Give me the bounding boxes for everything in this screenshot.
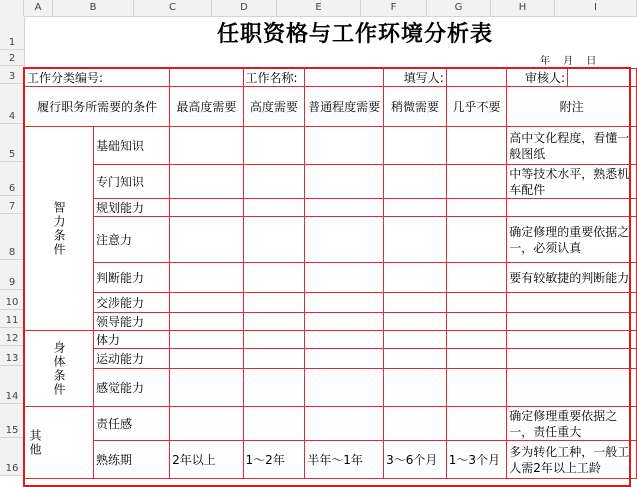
cell[interactable]	[446, 127, 506, 165]
proficiency-none[interactable]: 1～3个月	[446, 441, 506, 479]
cell[interactable]	[170, 407, 243, 441]
item-note[interactable]: 确定修理重要依据之一，责任重大	[507, 407, 637, 441]
cell[interactable]	[446, 407, 506, 441]
cell[interactable]	[305, 313, 384, 331]
cell[interactable]	[305, 407, 384, 441]
column-header-b[interactable]: B	[53, 0, 134, 16]
item-name[interactable]: 运动能力	[94, 349, 170, 369]
cell[interactable]	[305, 127, 384, 165]
cell[interactable]	[384, 127, 447, 165]
column-header-e[interactable]: E	[277, 0, 361, 16]
item-name[interactable]: 基础知识	[94, 127, 170, 165]
cell[interactable]	[243, 369, 305, 407]
cell[interactable]	[243, 127, 305, 165]
column-header-g[interactable]: G	[427, 0, 491, 16]
item-note[interactable]	[507, 369, 637, 407]
cell[interactable]	[446, 217, 506, 263]
row-header-11[interactable]: 11	[0, 310, 24, 328]
cell[interactable]	[446, 263, 506, 293]
analysis-table	[24, 68, 637, 479]
cell[interactable]	[446, 293, 506, 313]
cell[interactable]	[384, 263, 447, 293]
cell[interactable]	[305, 165, 384, 199]
row-header-2[interactable]: 2	[0, 50, 24, 66]
item-name[interactable]: 领导能力	[94, 313, 170, 331]
cell[interactable]	[305, 199, 384, 217]
item-name[interactable]: 交涉能力	[94, 293, 170, 313]
item-note[interactable]: 高中文化程度，看懂一般图纸	[507, 127, 637, 165]
filled-by-label[interactable]: 填写人:	[384, 69, 447, 87]
column-header-d[interactable]: D	[212, 0, 277, 16]
row-header-1[interactable]: 1	[0, 16, 24, 50]
item-name[interactable]: 规划能力	[94, 199, 170, 217]
row-header-5[interactable]: 5	[0, 124, 24, 162]
item-note[interactable]	[507, 199, 637, 217]
row-header-10[interactable]: 10	[0, 290, 24, 310]
cell[interactable]	[384, 199, 447, 217]
cell[interactable]	[170, 217, 243, 263]
cell[interactable]	[170, 293, 243, 313]
column-header-a[interactable]: A	[24, 0, 53, 16]
item-note[interactable]: 中等技术水平，熟悉机车配件	[507, 165, 637, 199]
cell[interactable]	[243, 293, 305, 313]
normal-need-header[interactable]: 普通程度需要	[305, 87, 384, 127]
cell[interactable]	[170, 263, 243, 293]
item-note[interactable]	[507, 331, 637, 349]
proficiency-highest[interactable]: 2年以上	[170, 441, 243, 479]
reviewer-label[interactable]: 审核人:	[507, 69, 568, 87]
no-need-header[interactable]: 几乎不要	[446, 87, 506, 127]
cell[interactable]	[243, 313, 305, 331]
proficiency-normal[interactable]: 半年～1年	[305, 441, 384, 479]
cell[interactable]	[170, 199, 243, 217]
note-header[interactable]: 附注	[507, 87, 637, 127]
item-note[interactable]	[507, 293, 637, 313]
cell[interactable]	[384, 313, 447, 331]
cell[interactable]	[305, 293, 384, 313]
job-name-label[interactable]: 工作名称:	[243, 69, 305, 87]
item-note[interactable]	[507, 313, 637, 331]
row-header-13[interactable]: 13	[0, 346, 24, 366]
item-name[interactable]: 注意力	[94, 217, 170, 263]
cell[interactable]	[446, 199, 506, 217]
cell[interactable]	[384, 407, 447, 441]
cell[interactable]	[170, 313, 243, 331]
cell[interactable]	[384, 369, 447, 407]
cell[interactable]	[384, 293, 447, 313]
cell[interactable]	[170, 165, 243, 199]
highest-need-header[interactable]: 最高度需要	[170, 87, 243, 127]
reviewer-value[interactable]	[568, 69, 637, 87]
proficiency-high[interactable]: 1～2年	[243, 441, 305, 479]
cell[interactable]	[305, 349, 384, 369]
cell[interactable]	[170, 331, 243, 349]
cell[interactable]	[305, 369, 384, 407]
cell[interactable]	[243, 331, 305, 349]
item-note[interactable]	[507, 349, 637, 369]
item-note[interactable]: 要有较敏捷的判断能力	[507, 263, 637, 293]
item-name[interactable]: 判断能力	[94, 263, 170, 293]
item-name[interactable]: 熟练期	[94, 441, 170, 479]
row-header-14[interactable]: 14	[0, 366, 24, 404]
cell[interactable]	[384, 165, 447, 199]
column-header-i[interactable]: I	[555, 0, 637, 16]
sheet-title[interactable]: 任职资格与工作环境分析表	[216, 22, 493, 47]
item-note[interactable]: 确定修理的重要依据之一，必须认真	[507, 217, 637, 263]
conditions-header[interactable]: 履行职务所需要的条件	[25, 87, 170, 127]
job-name-value[interactable]	[305, 69, 384, 87]
row-header-6[interactable]: 6	[0, 162, 24, 196]
item-note[interactable]: 多为转化工种，一般工人需2年以上工龄	[507, 441, 637, 479]
row-header-16[interactable]: 16	[0, 438, 24, 476]
cell[interactable]	[243, 407, 305, 441]
column-header-bar	[0, 0, 637, 17]
high-need-header[interactable]: 高度需要	[243, 87, 305, 127]
slight-need-header[interactable]: 稍微需要	[384, 87, 447, 127]
cell[interactable]	[446, 165, 506, 199]
column-header-h[interactable]: H	[491, 0, 555, 16]
category-code-label[interactable]: 工作分类编号:	[25, 69, 170, 87]
cell[interactable]	[305, 331, 384, 349]
item-name[interactable]: 感觉能力	[94, 369, 170, 407]
cell[interactable]	[305, 263, 384, 293]
row-header-3[interactable]: 3	[0, 66, 24, 84]
date-line[interactable]: 年 月 日	[540, 56, 597, 67]
item-name[interactable]: 体力	[94, 331, 170, 349]
row-header-12[interactable]: 12	[0, 328, 24, 346]
cell[interactable]	[170, 369, 243, 407]
cell[interactable]	[446, 313, 506, 331]
proficiency-slight[interactable]: 3～6个月	[384, 441, 447, 479]
row-header-15[interactable]: 15	[0, 404, 24, 438]
cell[interactable]	[446, 349, 506, 369]
cell[interactable]	[384, 331, 447, 349]
group-body[interactable]: 身体条件	[25, 331, 94, 407]
cell[interactable]	[243, 217, 305, 263]
cell[interactable]	[446, 369, 506, 407]
column-header-c[interactable]: C	[134, 0, 212, 16]
group-other[interactable]: 其他	[25, 407, 94, 479]
cell[interactable]	[170, 349, 243, 369]
cell[interactable]	[446, 331, 506, 349]
row-header-9[interactable]: 9	[0, 260, 24, 290]
cell[interactable]	[243, 165, 305, 199]
group-intellect[interactable]: 智力条件	[25, 127, 94, 331]
cell[interactable]	[243, 349, 305, 369]
filled-by-value[interactable]	[446, 69, 506, 87]
row-header-8[interactable]: 8	[0, 214, 24, 260]
item-name[interactable]: 责任感	[94, 407, 170, 441]
column-header-f[interactable]: F	[361, 0, 427, 16]
cell[interactable]	[384, 349, 447, 369]
cell[interactable]	[170, 127, 243, 165]
row-header-7[interactable]: 7	[0, 196, 24, 214]
category-code-value[interactable]	[170, 69, 243, 87]
cell[interactable]	[243, 263, 305, 293]
cell[interactable]	[243, 199, 305, 217]
cell[interactable]	[305, 217, 384, 263]
row-header-4[interactable]: 4	[0, 84, 24, 124]
cell[interactable]	[384, 217, 447, 263]
row-header-bar	[0, 16, 25, 476]
select-all-corner[interactable]	[0, 0, 24, 16]
item-name[interactable]: 专门知识	[94, 165, 170, 199]
